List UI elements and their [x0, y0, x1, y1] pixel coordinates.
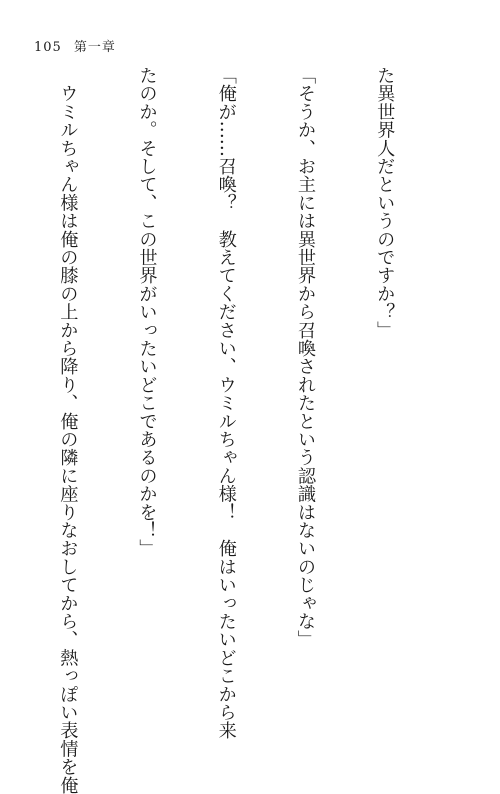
vertical-body-text: [0, 66, 450, 794]
text-line: 「俺が……召喚？ 教えてください、ウミルちゃん様！ 俺はいったいどこから来: [215, 66, 237, 740]
text-line: 「そうか、お主には異世界から召喚されたという認識はないのじゃな」: [294, 66, 316, 649]
text-line: [0, 66, 1, 668]
text-line: ウミルちゃん様は俺の膝の上から降り、俺の隣に座りなおしてから、熱っぽい表情を俺: [57, 66, 79, 794]
text-line: たのか。そして、この世界がいったいどこであるのかを！」: [136, 66, 158, 558]
page-number: 105: [34, 40, 62, 55]
text-line: た異世界人だというのですか？」: [374, 66, 396, 339]
running-header: [34, 36, 116, 55]
chapter-title: 第一章: [73, 40, 116, 55]
